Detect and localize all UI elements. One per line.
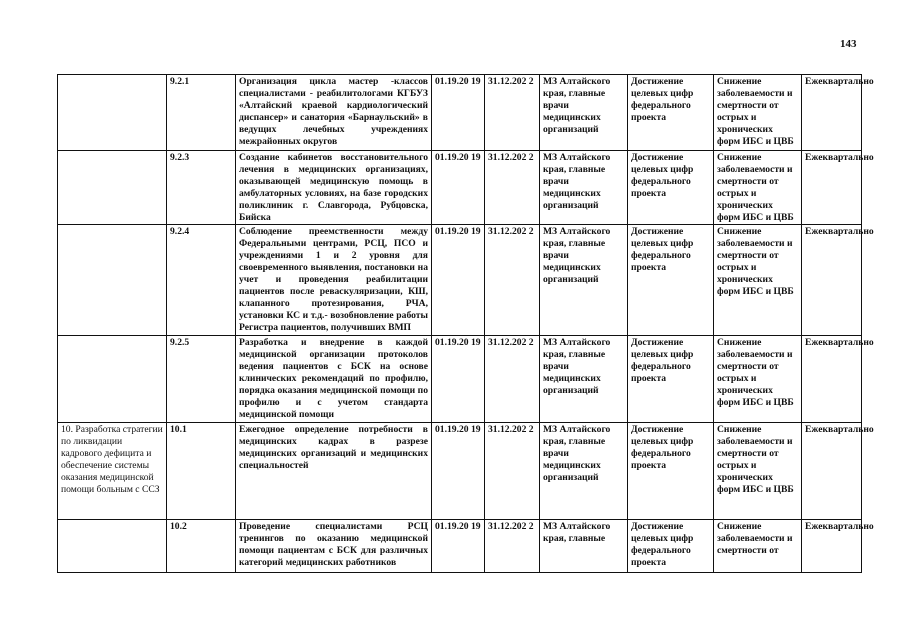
start-date-cell: 01.19.20 19 [432,423,485,520]
executor-cell: МЗ Алтайского края, главные врачи медицинских организаций [540,75,628,151]
task-cell: 10. Разработка стратегии по ликвидации кадрового дефицита и обеспечение системы оказания медицинской помощи больным с ССЗ [58,423,167,520]
start-date-cell: 01.19.20 19 [432,151,485,225]
expected-result-cell: Достижение целевых цифр федерального проекта [628,423,714,520]
indicator-cell: Снижение заболеваемости и смертности от острых и хронических форм ИБС и ЦВБ [714,225,802,336]
executor-cell: МЗ Алтайского края, главные врачи медицинских организаций [540,151,628,225]
end-date-cell: 31.12.202 2 [485,520,540,573]
expected-result-cell: Достижение целевых цифр федерального проекта [628,225,714,336]
expected-result-cell: Достижение целевых цифр федерального проекта [628,336,714,423]
item-number-cell: 9.2.5 [167,336,236,423]
executor-cell: МЗ Алтайского края, главные [540,520,628,573]
task-cell [58,336,167,423]
item-number-cell: 9.2.1 [167,75,236,151]
task-cell [58,225,167,336]
start-date-cell: 01.19.20 19 [432,520,485,573]
activity-description-cell: Разработка и внедрение в каждой медицинской организации протоколов ведения пациентов с БСК на основе клинических рекомендаций по профилю, порядка оказания медицинской помощи по профилю и с учетом стандарта медицинской помощи [236,336,432,423]
action-plan-table [57,74,874,573]
activity-description-cell: Соблюдение преемственности между Федеральными центрами, РСЦ, ПСО и учреждениями 1 и 2 уровня для своевременного выявления, постановки на учет и проведения реабилитации пациентов после реваскуляризации, КШ, клапанного протезирования, РЧА, установки КС и т.д.- возобновление работы Регистра пациентов, получивших ВМП [236,225,432,336]
table-row [58,75,862,151]
item-number-cell: 10.1 [167,423,236,520]
indicator-cell: Снижение заболеваемости и смертности от острых и хронических форм ИБС и ЦВБ [714,423,802,520]
executor-cell: МЗ Алтайского края, главные врачи медицинских организаций [540,423,628,520]
task-cell [58,151,167,225]
executor-cell: МЗ Алтайского края, главные врачи медицинских организаций [540,225,628,336]
end-date-cell: 31.12.202 2 [485,75,540,151]
indicator-cell: Снижение заболеваемости и смертности от острых и хронических форм ИБС и ЦВБ [714,75,802,151]
start-date-cell: 01.19.20 19 [432,225,485,336]
table-row [58,423,862,520]
item-number-cell: 9.2.4 [167,225,236,336]
executor-cell: МЗ Алтайского края, главные врачи медицинских организаций [540,336,628,423]
expected-result-cell: Достижение целевых цифр федерального проекта [628,151,714,225]
periodicity-cell: Ежеквартально [802,423,862,520]
start-date-cell: 01.19.20 19 [432,336,485,423]
task-cell [58,75,167,151]
indicator-cell: Снижение заболеваемости и смертности от острых и хронических форм ИБС и ЦВБ [714,336,802,423]
activity-description-cell: Ежегодное определение потребности в медицинских кадрах в разрезе медицинских организаций и медицинских специальностей [236,423,432,520]
table-row [58,520,862,573]
item-number-cell: 10.2 [167,520,236,573]
task-cell [58,520,167,573]
periodicity-cell: Ежеквартально [802,225,862,336]
end-date-cell: 31.12.202 2 [485,336,540,423]
table-row [58,151,862,225]
table-row [58,336,862,423]
expected-result-cell: Достижение целевых цифр федерального проекта [628,75,714,151]
item-number-cell: 9.2.3 [167,151,236,225]
periodicity-cell: Ежеквартально [802,520,862,573]
activity-description-cell: Организация цикла мастер -классов специалистами - реабилитологами КГБУЗ «Алтайский краевой кардиологический диспансер» и санатория «Барнаульский» в ведущих лечебных учреждениях межрайонных округов [236,75,432,151]
page-number: 143 [840,38,857,50]
periodicity-cell: Ежеквартально [802,336,862,423]
indicator-cell: Снижение заболеваемости и смертности от [714,520,802,573]
periodicity-cell: Ежеквартально [802,151,862,225]
activity-description-cell: Создание кабинетов восстановительного лечения в медицинских организациях, оказывающей медицинскую помощь в амбулаторных условиях, на базе городских поликлиник г. Славгорода, Рубцовска, Бийска [236,151,432,225]
start-date-cell: 01.19.20 19 [432,75,485,151]
end-date-cell: 31.12.202 2 [485,151,540,225]
expected-result-cell: Достижение целевых цифр федерального проекта [628,520,714,573]
table-row [58,225,862,336]
end-date-cell: 31.12.202 2 [485,423,540,520]
activity-description-cell: Проведение специалистами РСЦ тренингов по оказанию медицинской помощи пациентам с БСК для различных категорий медицинских работников [236,520,432,573]
periodicity-cell: Ежеквартально [802,75,862,151]
indicator-cell: Снижение заболеваемости и смертности от острых и хронических форм ИБС и ЦВБ [714,151,802,225]
end-date-cell: 31.12.202 2 [485,225,540,336]
